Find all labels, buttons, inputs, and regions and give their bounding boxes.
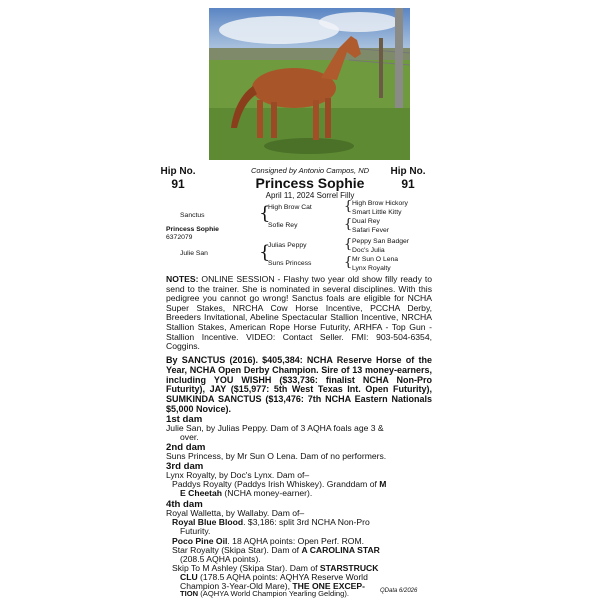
notes-label: NOTES: xyxy=(166,274,199,284)
pedigree-dam-dam: Suns Princess xyxy=(268,260,312,267)
pedigree-g3: High Brow Hickory xyxy=(352,200,408,207)
sire-paragraph: By SANCTUS (2016). $405,384: NCHA Reserve Horse of the Year, NCHA Open Derby Champion. Sire of 13 money-earners, including YOU WISHH ($33,736: finalist NCHA Non-Pro Futurity), JAY ($15,977: 5th West Texas Int. Open Futurity), SUMKINDA SANCTUS ($13,476: 7th NCHA Eastern Nationals $5,000 Novice). xyxy=(166,355,432,414)
second-dam-heading: 2nd dam xyxy=(166,442,206,453)
text-span: TION xyxy=(180,589,199,598)
foal-info: April 11, 2024 Sorrel Filly xyxy=(265,191,355,200)
text-span: (178.5 AQHA points: AQHYA Reserve World xyxy=(197,572,368,582)
text-span: (AQHYA World Champion Yearling Gelding). xyxy=(198,589,349,598)
hip-label-left: Hip No. xyxy=(160,166,196,177)
text-span: STARSTRUCK xyxy=(319,563,379,573)
brace: { xyxy=(344,237,353,252)
second-dam-line: Suns Princess, by Mr Sun O Lena. Dam of no performers. xyxy=(166,451,387,461)
pedigree-subject: Princess Sophie xyxy=(166,226,219,233)
brace: { xyxy=(344,255,353,270)
pedigree-dam: Julie San xyxy=(180,250,208,257)
horse-name: Princess Sophie xyxy=(255,175,365,191)
pedigree-g3: Smart Little Kitty xyxy=(352,209,402,216)
fourth-dam-produce: Futurity. xyxy=(180,526,211,536)
horse-photo xyxy=(209,8,410,160)
pedigree-g3: Doc's Julia xyxy=(352,247,385,254)
text-span: THE ONE EXCEP- xyxy=(292,581,365,591)
text-span: CLU xyxy=(180,572,198,582)
fourth-dam-produce: (208.5 AQHA points). xyxy=(180,554,261,564)
text-span: Poco Pine Oil xyxy=(172,536,228,546)
text-span: . $3,186: split 3rd NCHA Non-Pro xyxy=(243,517,370,527)
pedigree-g3: Mr Sun O Lena xyxy=(352,256,399,263)
pedigree-g3: Lynx Royalty xyxy=(352,265,391,272)
hip-label-right: Hip No. xyxy=(390,166,426,177)
third-dam-produce xyxy=(180,489,312,499)
text-span: . 18 AQHA points: Open Perf. ROM. xyxy=(227,536,365,546)
third-dam-line: Lynx Royalty, by Doc's Lynx. Dam of– xyxy=(166,470,310,480)
text-span: Paddys Royalty (Paddys Irish Whiskey). Granddam of xyxy=(172,479,380,489)
brace: { xyxy=(259,203,271,224)
pedigree-sire-sire: High Brow Cat xyxy=(268,204,312,211)
notes-text: ONLINE SESSION - Flashy two year old show filly ready to send to the trainer. She is nominated in several disciplines. With this pedigree you cannot go wrong! Sanctus foals are eligible for NCHA Super Stakes, NRCHA Cow Horse Incentive, PCCHA Derby, Breeders Invitational, Abeline Spectacular Stallion Incentive, NRCHA Stallion Stakes, American Rope Horse Futurity, ARHFA - Top Gun - Stallion Incentive. VIDEO: Contact Seller. FMI: 903-504-6354, Coggins. xyxy=(166,274,432,352)
fourth-dam-heading: 4th dam xyxy=(166,499,203,510)
pedigree-sire-dam: Sofie Rey xyxy=(268,222,298,229)
first-dam-line: Julie San, by Julias Peppy. Dam of 3 AQHA foals age 3 & xyxy=(166,423,384,433)
text-span: Skip To M Ashley (Skipa Star). Dam of xyxy=(172,563,320,573)
text-span: Champion 3-Year-Old Mare), xyxy=(180,581,293,591)
first-dam-line: over. xyxy=(180,432,199,442)
text-span: (NCHA money-earner). xyxy=(222,488,313,498)
brace: { xyxy=(344,199,353,214)
brace: { xyxy=(344,217,353,232)
fourth-dam-produce xyxy=(180,590,349,598)
hip-number-left: 91 xyxy=(171,177,185,191)
notes-paragraph xyxy=(166,275,432,352)
consignor: Consigned by Antonio Campos, ND xyxy=(250,166,370,175)
brace: { xyxy=(259,242,271,263)
pedigree-reg-no: 6372079 xyxy=(166,234,193,241)
text-span: E Cheetah xyxy=(180,488,223,498)
hip-number-right: 91 xyxy=(401,177,415,191)
pedigree-g3: Dual Rey xyxy=(352,218,380,225)
pedigree-g3: Safari Fever xyxy=(352,227,390,234)
text-span: M xyxy=(379,479,387,489)
first-dam-heading: 1st dam xyxy=(166,414,203,425)
text-span: A CAROLINA STAR xyxy=(301,545,380,555)
third-dam-heading: 3rd dam xyxy=(166,461,204,472)
fourth-dam-line: Royal Walletta, by Wallaby. Dam of– xyxy=(166,508,305,518)
pedigree-sire: Sanctus xyxy=(180,212,205,219)
pedigree-g3: Peppy San Badger xyxy=(352,238,410,245)
qdata-footer: QData 6/2026 xyxy=(380,588,418,594)
pedigree-dam-sire: Julias Peppy xyxy=(268,242,307,249)
text-span: Star Royalty (Skipa Star). Dam of xyxy=(172,545,302,555)
text-span: Royal Blue Blood xyxy=(172,517,244,527)
